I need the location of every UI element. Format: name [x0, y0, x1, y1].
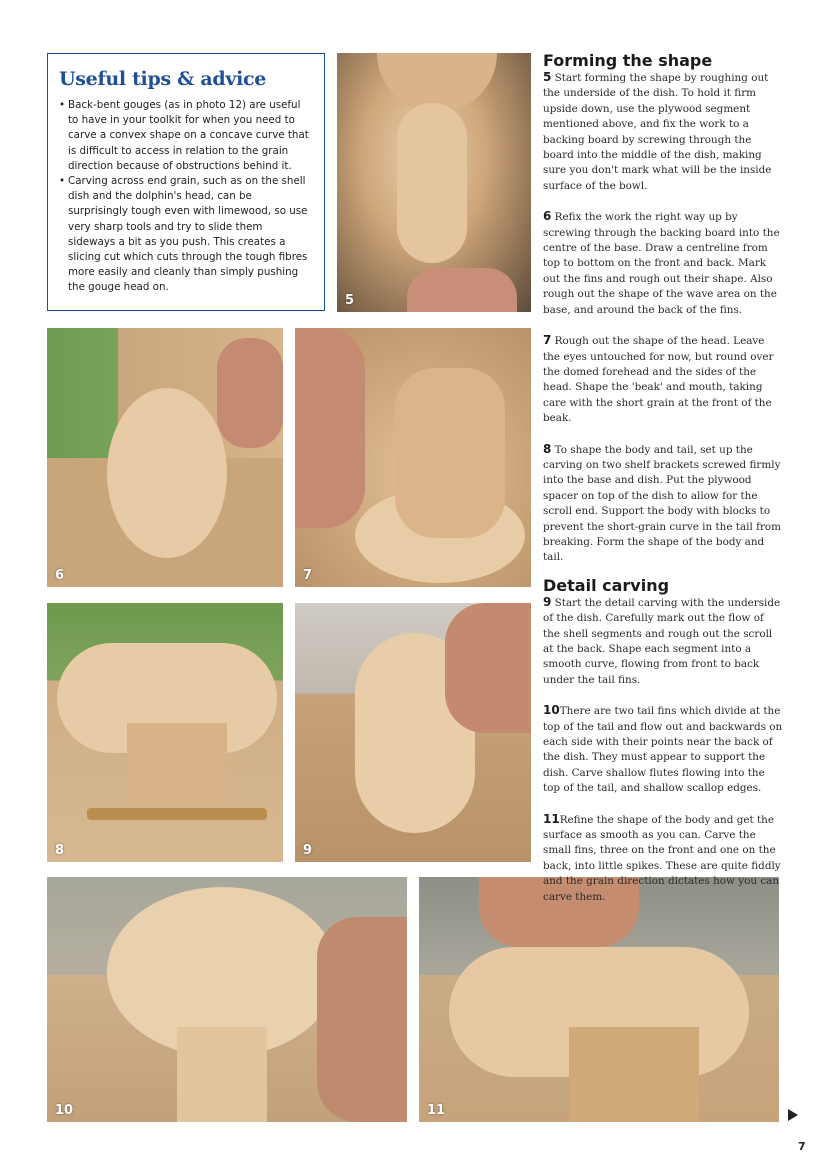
section-heading: Forming the shape — [543, 51, 713, 70]
step-text: To shape the body and tail, set up the carving on two shelf brackets screwed firmly into the base and dish. Put the plywood spacer on top of the dish to allow for the scroll end. Support the body with blocks to prevent the short-grain curve in the tail from breaking. Form the shape of the body and tail. — [543, 443, 782, 564]
step-text: Refine the shape of the body and get the surface as smooth as you can. Carve the small fins, three on the front and one on the back, into little spikes. These are quite fiddly and the grain direction dictates how you can carve them. — [543, 813, 781, 903]
step-number: 6 — [543, 209, 552, 224]
step-paragraph — [543, 333, 783, 426]
step-text: Start forming the shape by roughing out the underside of the dish. To hold it firm upside down, use the plywood segment mentioned above, and fix the work to a backing board by screwing through the board into the middle of the dish, making sure you don't mark what will be the inside surface of the bowl. — [543, 72, 772, 192]
photo-6 — [47, 328, 283, 587]
hand-shape — [217, 338, 283, 448]
photo-number: 11 — [427, 1103, 446, 1118]
hand-shape — [445, 603, 531, 733]
step-text: Refix the work the right way up by screwing through the backing board into the centre of the base. Draw a centreline from top to bottom on the front and back. Mark out the fins and rough out their shape. Also rough out the shape of the wave area on the base, and around the back of the fins. — [543, 211, 780, 316]
step-text: Rough out the shape of the head. Leave the eyes untouched for now, but round over the domed forehead and the sides of the head. Shape the 'beak' and mouth, taking care with the short grain at the front of the beak. — [543, 335, 774, 425]
tip-item: • Carving across end grain, such as on the shell dish and the dolphin's head, can be surprisingly tough even with limewood, so use very sharp tools and try to slide them sideways a bit as you push. This creates a slicing cut which cuts through the tough fibres more easily and cleanly than simply pushing the gouge head on. — [59, 174, 312, 296]
step-paragraph — [543, 442, 783, 566]
step-paragraph — [543, 70, 783, 194]
step-paragraph — [543, 812, 783, 905]
text-column — [543, 51, 783, 905]
hand-shape — [407, 268, 517, 312]
step-number: 9 — [543, 594, 552, 609]
photo-7 — [295, 328, 531, 587]
step-paragraph — [543, 703, 783, 796]
photo-5 — [337, 53, 531, 312]
step-paragraph — [543, 595, 783, 688]
block-shape — [127, 723, 227, 803]
photo-8 — [47, 603, 283, 862]
tips-title: Useful tips & advice — [59, 68, 267, 90]
tool-shape — [87, 808, 267, 820]
page-number: 7 — [798, 1140, 806, 1153]
photo-11 — [419, 877, 779, 1122]
photo-number: 9 — [303, 843, 313, 858]
hand-shape — [317, 917, 407, 1122]
step-text: Start the detail carving with the underside of the dish. Carefully mark out the flow of the shell segments and rough out the scroll at the back. Shape each segment into a smooth curve, flowing from front to back under the tail fins. — [543, 596, 781, 686]
photo-number: 10 — [55, 1103, 74, 1118]
board-shape — [569, 1027, 699, 1122]
step-number: 7 — [543, 333, 552, 348]
photo-number: 5 — [345, 293, 355, 308]
carving-shape — [177, 1027, 267, 1122]
hand-shape — [295, 328, 365, 528]
carving-shape — [395, 368, 505, 538]
tips-box — [47, 53, 325, 311]
photo-10 — [47, 877, 407, 1122]
step-paragraph — [543, 209, 783, 318]
photo-9 — [295, 603, 531, 862]
step-number: 5 — [543, 70, 552, 84]
photo-number: 6 — [55, 568, 65, 583]
carving-shape — [397, 103, 467, 263]
next-page-arrow-icon[interactable] — [788, 1109, 798, 1121]
tip-item: • Back-bent gouges (as in photo 12) are useful to have in your toolkit for when you need to carve a convex shape on a concave curve that is difficult to access in relation to the grain direction because of obstructions behind it. — [59, 98, 312, 174]
photo-number: 7 — [303, 568, 313, 583]
step-number: 10 — [543, 703, 560, 718]
step-text: There are two tail fins which divide at the top of the tail and flow out and backwards on each side with their points near the back of the dish. They must appear to support the dish. Carve shallow flutes flowing into the top of the tail, and shallow scallop edges. — [543, 705, 783, 795]
step-number: 11 — [543, 811, 560, 826]
photo-number: 8 — [55, 843, 65, 858]
carving-shape — [107, 388, 227, 558]
tips-list — [59, 98, 312, 296]
step-number: 8 — [543, 441, 552, 456]
section-heading: Detail carving — [543, 575, 670, 595]
